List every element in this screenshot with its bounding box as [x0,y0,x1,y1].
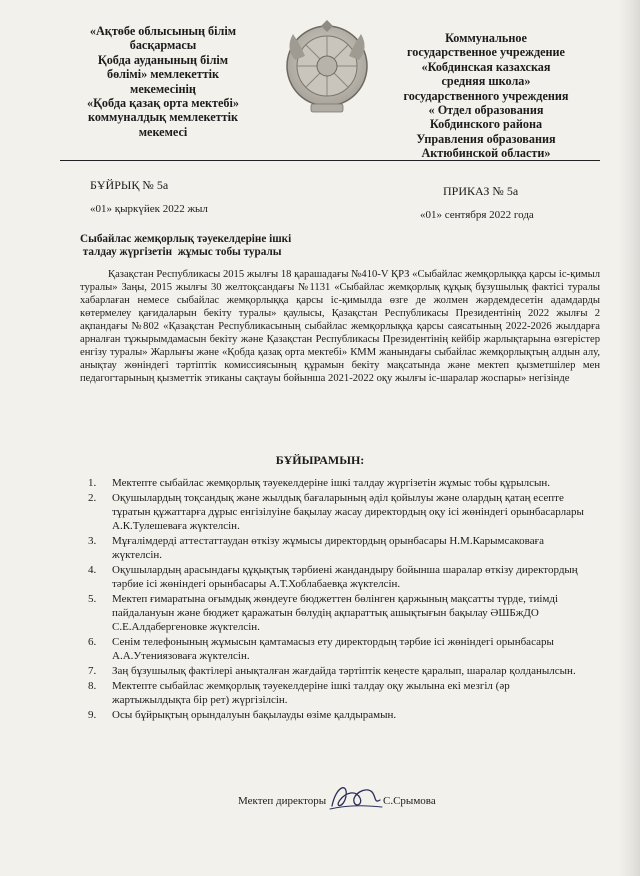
item-number: 3. [88,535,97,547]
item-text: Заң бұзушылық фактілері анықталған жағдайда тәртіптік кеңесте қаралып, шаралар қолданылсын. [112,665,576,677]
item-text: Мектеп ғимаратына оғымдық жөндеуге бюджеттен бөлінген қаржының мақсатты түрде, тиімді пайдалануын және бюджет қаражатын бөлудің ақпараттық ашықтығын бақылау ӘШБжДО С.Е.Алдабергеновке жүктелсін. [112,593,559,633]
item-text: Оқушылардың арасындағы құқықтық тәрбиені жандандыру бойынша шаралар өткізу директордың тәрбие ісі жөніндегі орынбасары А.Т.Хоблабаевқа жүктелсін. [112,564,578,590]
item-number: 8. [88,680,97,692]
header-right-block [388,31,584,161]
handwritten-signature [326,778,384,814]
item-text: Сенім телефонының жұмысын қамтамасыз ету директордың тәрбие ісі жөніндегі орынбасары А.А.Утениязоваға жүктелсін. [112,636,554,662]
list-item [88,534,586,562]
order-subject [80,233,380,259]
item-number: 7. [88,665,97,677]
header-left-line: «Қобда қазақ орта мектебі» [87,96,239,111]
signature-title: Мектеп директоры [238,795,327,807]
header-left-line: бөлімі» мемлекеттік [106,67,219,82]
item-number: 5. [88,593,97,605]
header-divider [60,160,600,161]
header-left-line: «Ақтөбе облысының білім [89,24,237,38]
item-text: Осы бұйрықтың орындалуын бақылауды өзіме қалдырамын. [112,709,397,721]
order-title-ru: ПРИКАЗ № 5а [443,184,519,198]
item-number: 4. [88,564,97,576]
header-right-line: Управления образования [416,131,556,146]
header-left-line: мекемесінің [130,81,196,96]
preamble-paragraph [80,269,600,386]
header-right-line: Кобдинского района [429,117,543,132]
subject-line: Сыбайлас жемқорлық тәуекелдеріне ішкі [80,233,292,245]
header-right-line: « Отдел образования [428,103,544,118]
header-left-line: Қобда ауданының білім [97,52,229,67]
item-number: 6. [88,636,97,648]
decree-heading: БҰЙЫРАМЫН: [275,453,365,467]
header-right-line: «Кобдинская казахская [421,59,551,74]
list-item [88,664,586,678]
preamble-text: Қазақстан Республикасы 2015 жылғы 18 қарашадағы №410-V ҚРЗ «Сыбайлас жемқорлыққа қарсы іс-қимыл туралы» Заңы, 2015 жылғы 30 желтоқсандағы №1131 «Сыбайлас жемқорлық құқық бұзушылық фактісі туралы хабарлаған немесе сыбайлас жемқорлыққа қарсы іс-қимылда өзге де жолмен жәрдемдесетін адамдарды көтермелеу қағидаларын бекіту туралы» қаулысы, Қазақстан Республикасы Президентінің 2022 жылғы 2 ақпандағы №802 «Қазақстан Республикасының сыбайлас жемқорлыққа қарсы саясатының 2022-2026 жылдарға арналған тұжырымдамасын бекіту және Қазақстан Республикасы Президентінің кейбір жарлықтарына өзгерістер енгізу туралы» Жарлығы және «Қобда қазақ орта мектебі» КММ жанындағы сыбайлас жемқорлықтың алдын алу, анықтау жөніндегі тәртіптік комиссиясының құрамын бекіту мақсатында және мектеп қызметшілер мен педагогтарының қызметтік этиканы сақтауы бойынша 2021-2022 оқу жылғы іс-шаралар жоспары» негізінде [80,269,600,384]
list-item [88,679,586,707]
list-item [88,491,586,533]
list-item [88,708,586,722]
order-date-ru: «01» сентября 2022 года [420,209,534,221]
list-item [88,592,586,634]
item-number: 9. [88,709,97,721]
item-text: Мектепте сыбайлас жемқорлық тәуекелдеріне ішкі талдау оқу жылына екі мезгіл (әр жартыжылдықта бір рет) жүргізілсін. [112,680,510,706]
list-item [88,476,586,490]
header-right-line: Актюбинской области» [421,146,551,161]
item-number: 2. [88,492,97,504]
page-edge-shadow [618,0,640,876]
header-left-block [62,24,264,139]
header-left-line: коммуналдық мемлекеттік [88,110,238,125]
header-right-line: государственное учреждение [407,45,565,60]
header-left-line: мекемесі [138,124,188,139]
subject-line: талдау жүргізетін жұмыс тобы туралы [80,246,282,258]
list-item [88,635,586,663]
decree-items-list [88,476,586,723]
header-left-line: басқармасы [129,38,197,53]
list-item [88,563,586,591]
order-date-kz: «01» қыркүйек 2022 жыл [90,203,208,215]
header-right-line: государственного учреждения [403,88,569,103]
signature-name: С.Срымова [383,795,436,807]
order-title-kz: БҰЙРЫҚ № 5а [90,178,169,192]
item-text: Мұғалімдерді аттестаттаудан өткізу жұмысы директордың орынбасары Н.М.Карымсаковаға жүктелсін. [112,535,545,561]
item-number: 1. [88,477,97,489]
header-right-line: Коммунальное [445,31,527,45]
item-text: Оқушылардың тоқсандық және жылдық бағаларының әділ қойылуы және олардың қатаң есепте тұратын құжаттарға дұрыс енгізілуіне бақылау жасау директордың оқу ісі жөніндегі орынбасарлары А.К.Тулешеваға жүктелсін. [112,492,584,532]
state-emblem-icon [283,20,371,116]
header-right-line: средняя школа» [441,74,531,89]
item-text: Мектепте сыбайлас жемқорлық тәуекелдеріне ішкі талдау жүргізетін жұмыс тобы құрылсын. [112,477,551,489]
